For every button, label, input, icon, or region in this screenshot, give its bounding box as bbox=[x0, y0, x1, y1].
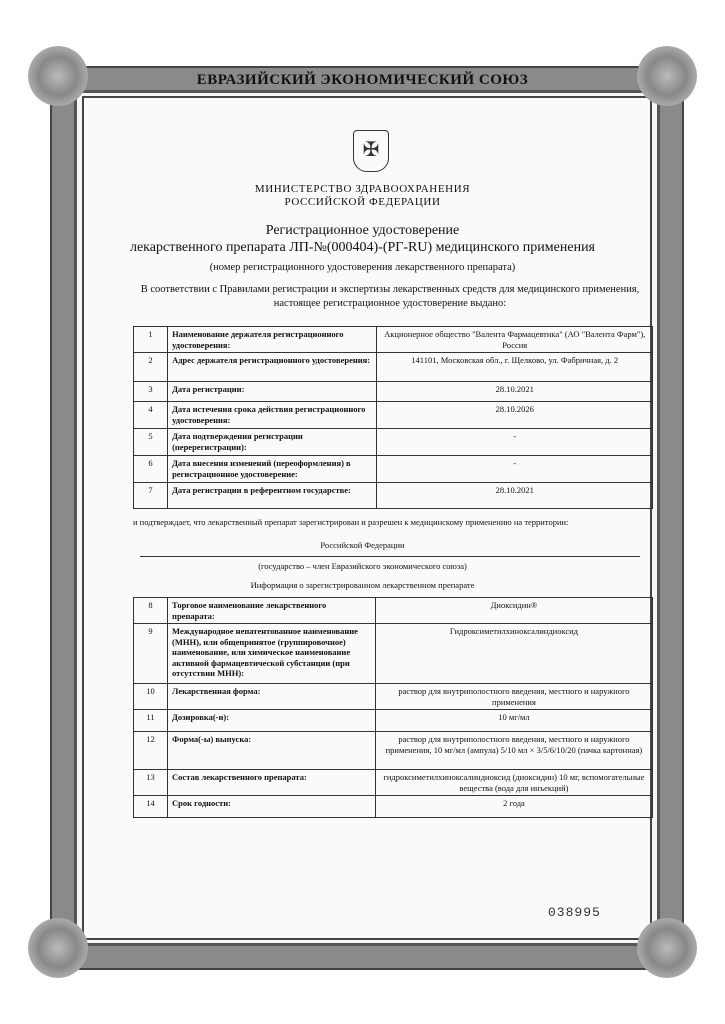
table-row bbox=[134, 483, 653, 509]
row-value: Диоксидин® bbox=[375, 598, 652, 624]
row-label: Международное непатентованное наименование (МНН), или общепринятое (группировочное) наименование, или химическое наименование активной фармацевтической субстанции (при отсутствии МНН): bbox=[168, 624, 376, 684]
row-label: Адрес держателя регистрационного удостоверения: bbox=[168, 353, 377, 382]
row-number: 4 bbox=[134, 402, 168, 429]
cert-title-line: лекарственного препарата ЛП-№(000404)-(РГ-RU) медицинского применения bbox=[129, 240, 595, 255]
union-title: ЕВРАЗИЙСКИЙ ЭКОНОМИЧЕСКИЙ СОЮЗ bbox=[196, 72, 529, 88]
row-value: 141101, Московская обл., г. Щелково, ул. Фабричная, д. 2 bbox=[377, 353, 653, 382]
row-number: 8 bbox=[134, 598, 168, 624]
intro-text: В соответствии с Правилами регистрации и экспертизы лекарственных средств для медицинского применения, настоящее регистрационное удостоверение выдано: bbox=[140, 284, 640, 309]
table-row bbox=[134, 402, 653, 429]
divider bbox=[140, 556, 640, 557]
row-number: 13 bbox=[134, 770, 168, 796]
serial-number: 038995 bbox=[548, 905, 601, 920]
row-label: Торговое наименование лекарственного препарата: bbox=[168, 598, 376, 624]
row-value: - bbox=[377, 456, 653, 483]
certificate-title bbox=[0, 222, 725, 256]
coat-of-arms-icon bbox=[353, 130, 389, 172]
row-label: Дата истечения срока действия регистрационного удостоверения: bbox=[168, 402, 377, 429]
row-label: Дата внесения изменений (переоформления) в регистрационное удостоверение: bbox=[168, 456, 377, 483]
table-row bbox=[134, 456, 653, 483]
ministry-name bbox=[0, 183, 725, 209]
country: Российской Федерации bbox=[320, 540, 405, 550]
row-value: 28.10.2021 bbox=[377, 382, 653, 402]
row-number: 12 bbox=[134, 732, 168, 770]
row-value: 2 года bbox=[375, 796, 652, 818]
row-label: Срок годности: bbox=[168, 796, 376, 818]
row-number: 1 bbox=[134, 327, 168, 353]
row-label: Лекарственная форма: bbox=[168, 684, 376, 710]
row-number: 7 bbox=[134, 483, 168, 509]
row-number: 10 bbox=[134, 684, 168, 710]
table-row bbox=[134, 624, 653, 684]
corner-ornament bbox=[637, 918, 697, 978]
row-number: 9 bbox=[134, 624, 168, 684]
ministry-line: РОССИЙСКОЙ ФЕДЕРАЦИИ bbox=[284, 196, 441, 208]
table-row bbox=[134, 684, 653, 710]
cert-title-line: Регистрационное удостоверение bbox=[265, 223, 460, 238]
info-heading: Информация о зарегистрированном лекарственном препарате bbox=[250, 580, 475, 590]
row-value: Акционерное общество "Валента Фармацевтика" (АО "Валента Фарм"), Россия bbox=[377, 327, 653, 353]
table-row bbox=[134, 353, 653, 382]
row-label: Наименование держателя регистрационного удостоверения: bbox=[168, 327, 377, 353]
country-note: (государство – член Евразийского экономического союза) bbox=[258, 561, 467, 571]
table-row bbox=[134, 327, 653, 353]
table-row bbox=[134, 382, 653, 402]
row-value: 28.10.2021 bbox=[377, 483, 653, 509]
row-value: раствор для внутриполостного введения, местного и наружного применения bbox=[375, 684, 652, 710]
row-value: Гидроксиметилхиноксалиндиоксид bbox=[375, 624, 652, 684]
row-value: - bbox=[377, 429, 653, 456]
holder-table bbox=[133, 326, 653, 509]
row-value: 28.10.2026 bbox=[377, 402, 653, 429]
row-label: Форма(-ы) выпуска: bbox=[168, 732, 376, 770]
certificate-number-note: (номер регистрационного удостоверения лекарственного препарата) bbox=[209, 262, 516, 273]
confirm-text: и подтверждает, что лекарственный препарат зарегистрирован и разрешен к медицинскому применению на территории: bbox=[133, 517, 569, 527]
row-label: Дата подтверждения регистрации (перерегистрации): bbox=[168, 429, 377, 456]
table-row bbox=[134, 732, 653, 770]
table-row bbox=[134, 429, 653, 456]
row-label: Дата регистрации в референтном государстве: bbox=[168, 483, 377, 509]
row-value: 10 мг/мл bbox=[375, 710, 652, 732]
drug-table bbox=[133, 597, 653, 818]
corner-ornament bbox=[28, 918, 88, 978]
table-row bbox=[134, 710, 653, 732]
row-number: 3 bbox=[134, 382, 168, 402]
row-label: Состав лекарственного препарата: bbox=[168, 770, 376, 796]
row-number: 2 bbox=[134, 353, 168, 382]
row-number: 6 bbox=[134, 456, 168, 483]
row-value: гидроксиметилхиноксалиндиоксид (диоксидин) 10 мг, вспомогательные вещества (вода для инъекций) bbox=[375, 770, 652, 796]
table-row bbox=[134, 770, 653, 796]
ministry-line: МИНИСТЕРСТВО ЗДРАВООХРАНЕНИЯ bbox=[254, 183, 471, 195]
row-number: 11 bbox=[134, 710, 168, 732]
row-value: раствор для внутриполостного введения, местного и наружного применения, 10 мг/мл (ампула) 5/10 мл × 3/5/6/10/20 (пачка картонная) bbox=[375, 732, 652, 770]
row-number: 14 bbox=[134, 796, 168, 818]
row-number: 5 bbox=[134, 429, 168, 456]
table-row bbox=[134, 598, 653, 624]
row-label: Дозировка(-и): bbox=[168, 710, 376, 732]
table-row bbox=[134, 796, 653, 818]
row-label: Дата регистрации: bbox=[168, 382, 377, 402]
